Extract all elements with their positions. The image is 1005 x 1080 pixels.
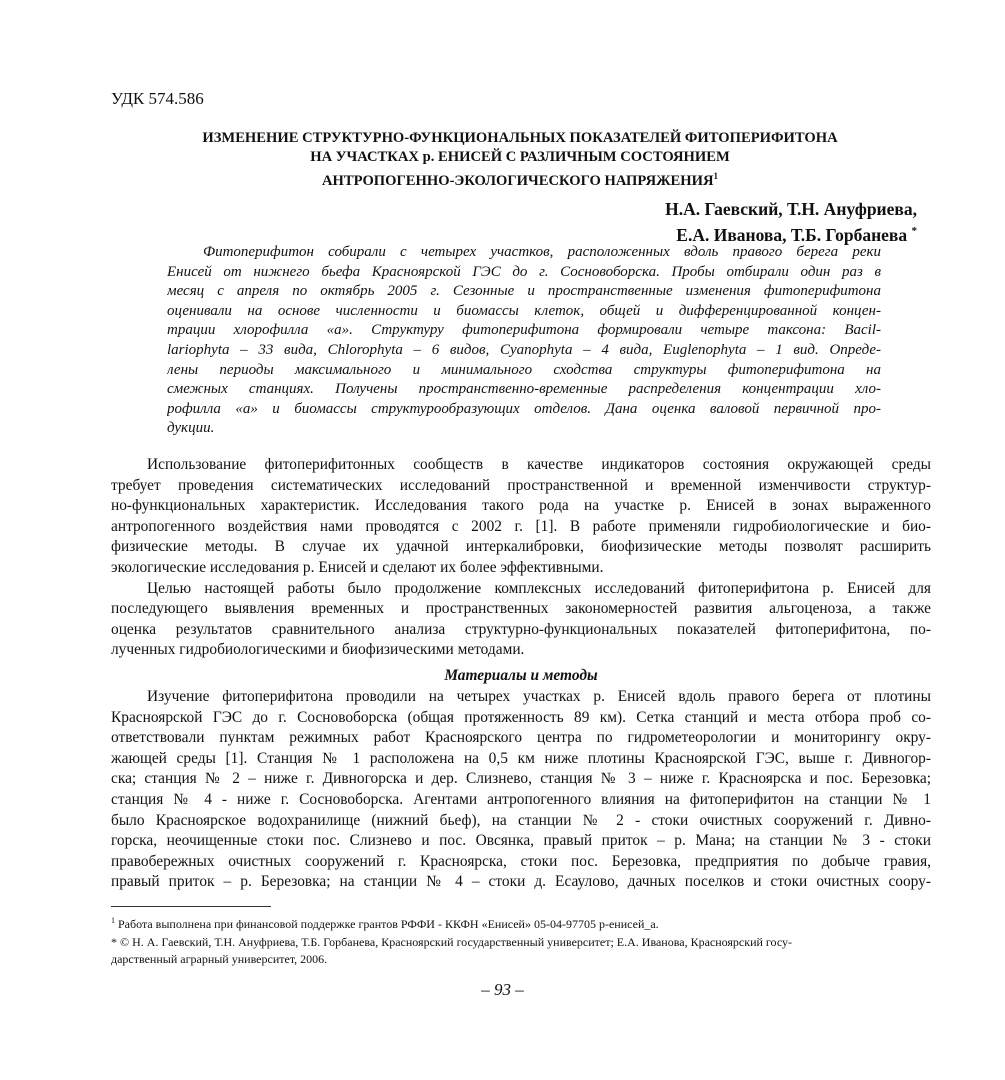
authors-line: Н.А. Гаевский, Т.Н. Ануфриева, — [665, 199, 917, 219]
text-line: месяц с апреля по октябрь 2005 г. Сезонные и пространственные изменения фитоперифитона — [167, 283, 881, 300]
page-number: – 93 – — [481, 980, 524, 999]
footnotes — [111, 912, 931, 969]
text-line: Целью настоящей работы было продолжение комплексных исследований фитоперифитона р. Енисей для — [147, 579, 931, 597]
text-line: лены периоды максимального и минимального сходства структуры фитоперифитона на — [167, 361, 881, 378]
text-line: экологические исследования р. Енисей и сделают их более эффективными. — [111, 558, 604, 576]
footnote-mark: 1 — [111, 916, 115, 925]
author-footnote-ref: * — [911, 225, 917, 237]
authors — [665, 198, 917, 246]
title-line-text: АНТРОПОГЕННО-ЭКОЛОГИЧЕСКОГО НАПРЯЖЕНИЯ — [321, 172, 714, 189]
text-line: рофилла «а» и биомассы структурообразующих отделов. Дана оценка валовой первичной про- — [167, 400, 881, 417]
text-line: физические методы. В случае их удачной интеркалибровки, биофизические методы позволят расширить — [111, 538, 931, 556]
authors-line — [665, 220, 917, 246]
text-line: правый приток – р. Березовка; на станции № 4 – стоки д. Есаулово, дачных поселков и стоки очистных соору- — [111, 873, 931, 891]
text-line: оценка результатов сравнительного анализа структурно-функциональных показателей фитоперифитона, по- — [111, 620, 931, 638]
text-line: правобережных очистных сооружений г. Красноярска, стоки пос. Березовка, предприятия по добыче гравия, — [111, 852, 931, 870]
footnote-text: Работа выполнена при финансовой поддержке грантов РФФИ - ККФН «Енисей» 05-04-97705 р-енисей_а. — [118, 917, 659, 931]
text-line: трации хлорофилла «а». Структуру фитоперифитона формировали четыре таксона: Bacil- — [167, 322, 881, 339]
text-line: лученных гидробиологическими и биофизическими методами. — [111, 641, 525, 659]
text-line: станция № 4 - ниже г. Сосновоборска. Агентами антропогенного влияния на фитоперифитон на станции № 1 — [111, 790, 931, 808]
title-line — [110, 167, 930, 191]
footnote-divider — [111, 906, 271, 907]
text-line: ска; станция № 2 – ниже г. Дивногорска и дер. Слизнево, станция № 3 – ниже г. Красноярска и пос. Березовка; — [111, 770, 931, 788]
text-line: оценивали на основе численности и биомассы клеток, общей и дифференцированной концен- — [167, 302, 881, 319]
text-line: горска, неочищенные стоки пос. Слизнево и пос. Овсянка, правый приток – р. Мана; на станции № 3 - стоки — [111, 832, 931, 850]
footnote-1 — [111, 912, 931, 934]
title-line: НА УЧАСТКАХ р. ЕНИСЕЙ С РАЗЛИЧНЫМ СОСТОЯНИЕМ — [310, 149, 730, 165]
udk-code: УДК 574.586 — [111, 89, 204, 108]
paragraph — [111, 687, 931, 893]
text-line: Красноярской ГЭС до г. Сосновоборска (общая протяженность 89 км). Сетка станций и места отбора проб со- — [111, 708, 931, 726]
text-line: дукции. — [167, 420, 215, 437]
text-line: Использование фитоперифитонных сообществ в качестве индикаторов состояния окружающей среды — [147, 456, 931, 473]
text-line: но-функциональных характеристик. Исследования такого рода на участке р. Енисей в зонах выраженного — [111, 497, 931, 515]
text-line: последующего выявления временных и пространственных закономерностей развития альгоценоза, а также — [111, 600, 931, 618]
authors-line-text: Е.А. Иванова, Т.Б. Горбанева — [676, 224, 908, 245]
text-line: жающей среды [1]. Станция № 1 расположена на 0,5 км ниже плотины Красноярской ГЭС, выше г. Дивногор- — [111, 749, 931, 767]
footnote-2-cont: дарственный аграрный университет, 2006. — [111, 952, 328, 966]
text-line: было Красноярское водохранилище (нижний бьеф), на станции № 2 - стоки очистных сооружений г. Дивно- — [111, 811, 931, 829]
text-line: Изучение фитоперифитона проводили на четырех участках р. Енисей вдоль правого берега от плотины — [147, 687, 931, 705]
section-heading: Материалы и методы — [444, 666, 598, 684]
abstract — [167, 243, 881, 439]
article-body — [111, 455, 931, 893]
paragraph — [111, 579, 931, 661]
text-line: ответствовали пунктам режимных работ Красноярского центра по гидрометеорологии и мониторингу окру- — [111, 729, 931, 747]
paragraph — [111, 455, 931, 579]
text-line: Енисей от нижнего бьефа Красноярской ГЭС до г. Сосновоборска. Пробы отбирали один раз в — [167, 263, 881, 280]
article-title — [110, 129, 930, 191]
footnote-2: * © Н. А. Гаевский, Т.Н. Ануфриева, Т.Б. Горбанева, Красноярский государственный университет; Е.А. Иванова, Красноярский госу- — [111, 934, 793, 949]
title-line: ИЗМЕНЕНИЕ СТРУКТУРНО-ФУНКЦИОНАЛЬНЫХ ПОКАЗАТЕЛЕЙ ФИТОПЕРИФИТОНА — [202, 130, 838, 146]
text-line: lariophyta – 33 вида, Chlorophyta – 6 видов, Cyanophyta – 4 вида, Euglenophyta – 1 вид. Опреде- — [167, 341, 881, 358]
footnote-ref: 1 — [713, 171, 719, 181]
text-line: смежных станциях. Получены пространственно-временные распределения концентрации хло- — [167, 381, 881, 398]
text-line: требует проведения систематических исследований пространственной и временной изменчивости структур- — [111, 476, 931, 494]
text-line: антропогенного воздействия нами проводятся с 2002 г. [1]. В работе применяли гидробиологические и био- — [111, 517, 931, 535]
text-line: Фитоперифитон собирали с четырех участков, расположенных вдоль правого берега реки — [203, 244, 881, 260]
